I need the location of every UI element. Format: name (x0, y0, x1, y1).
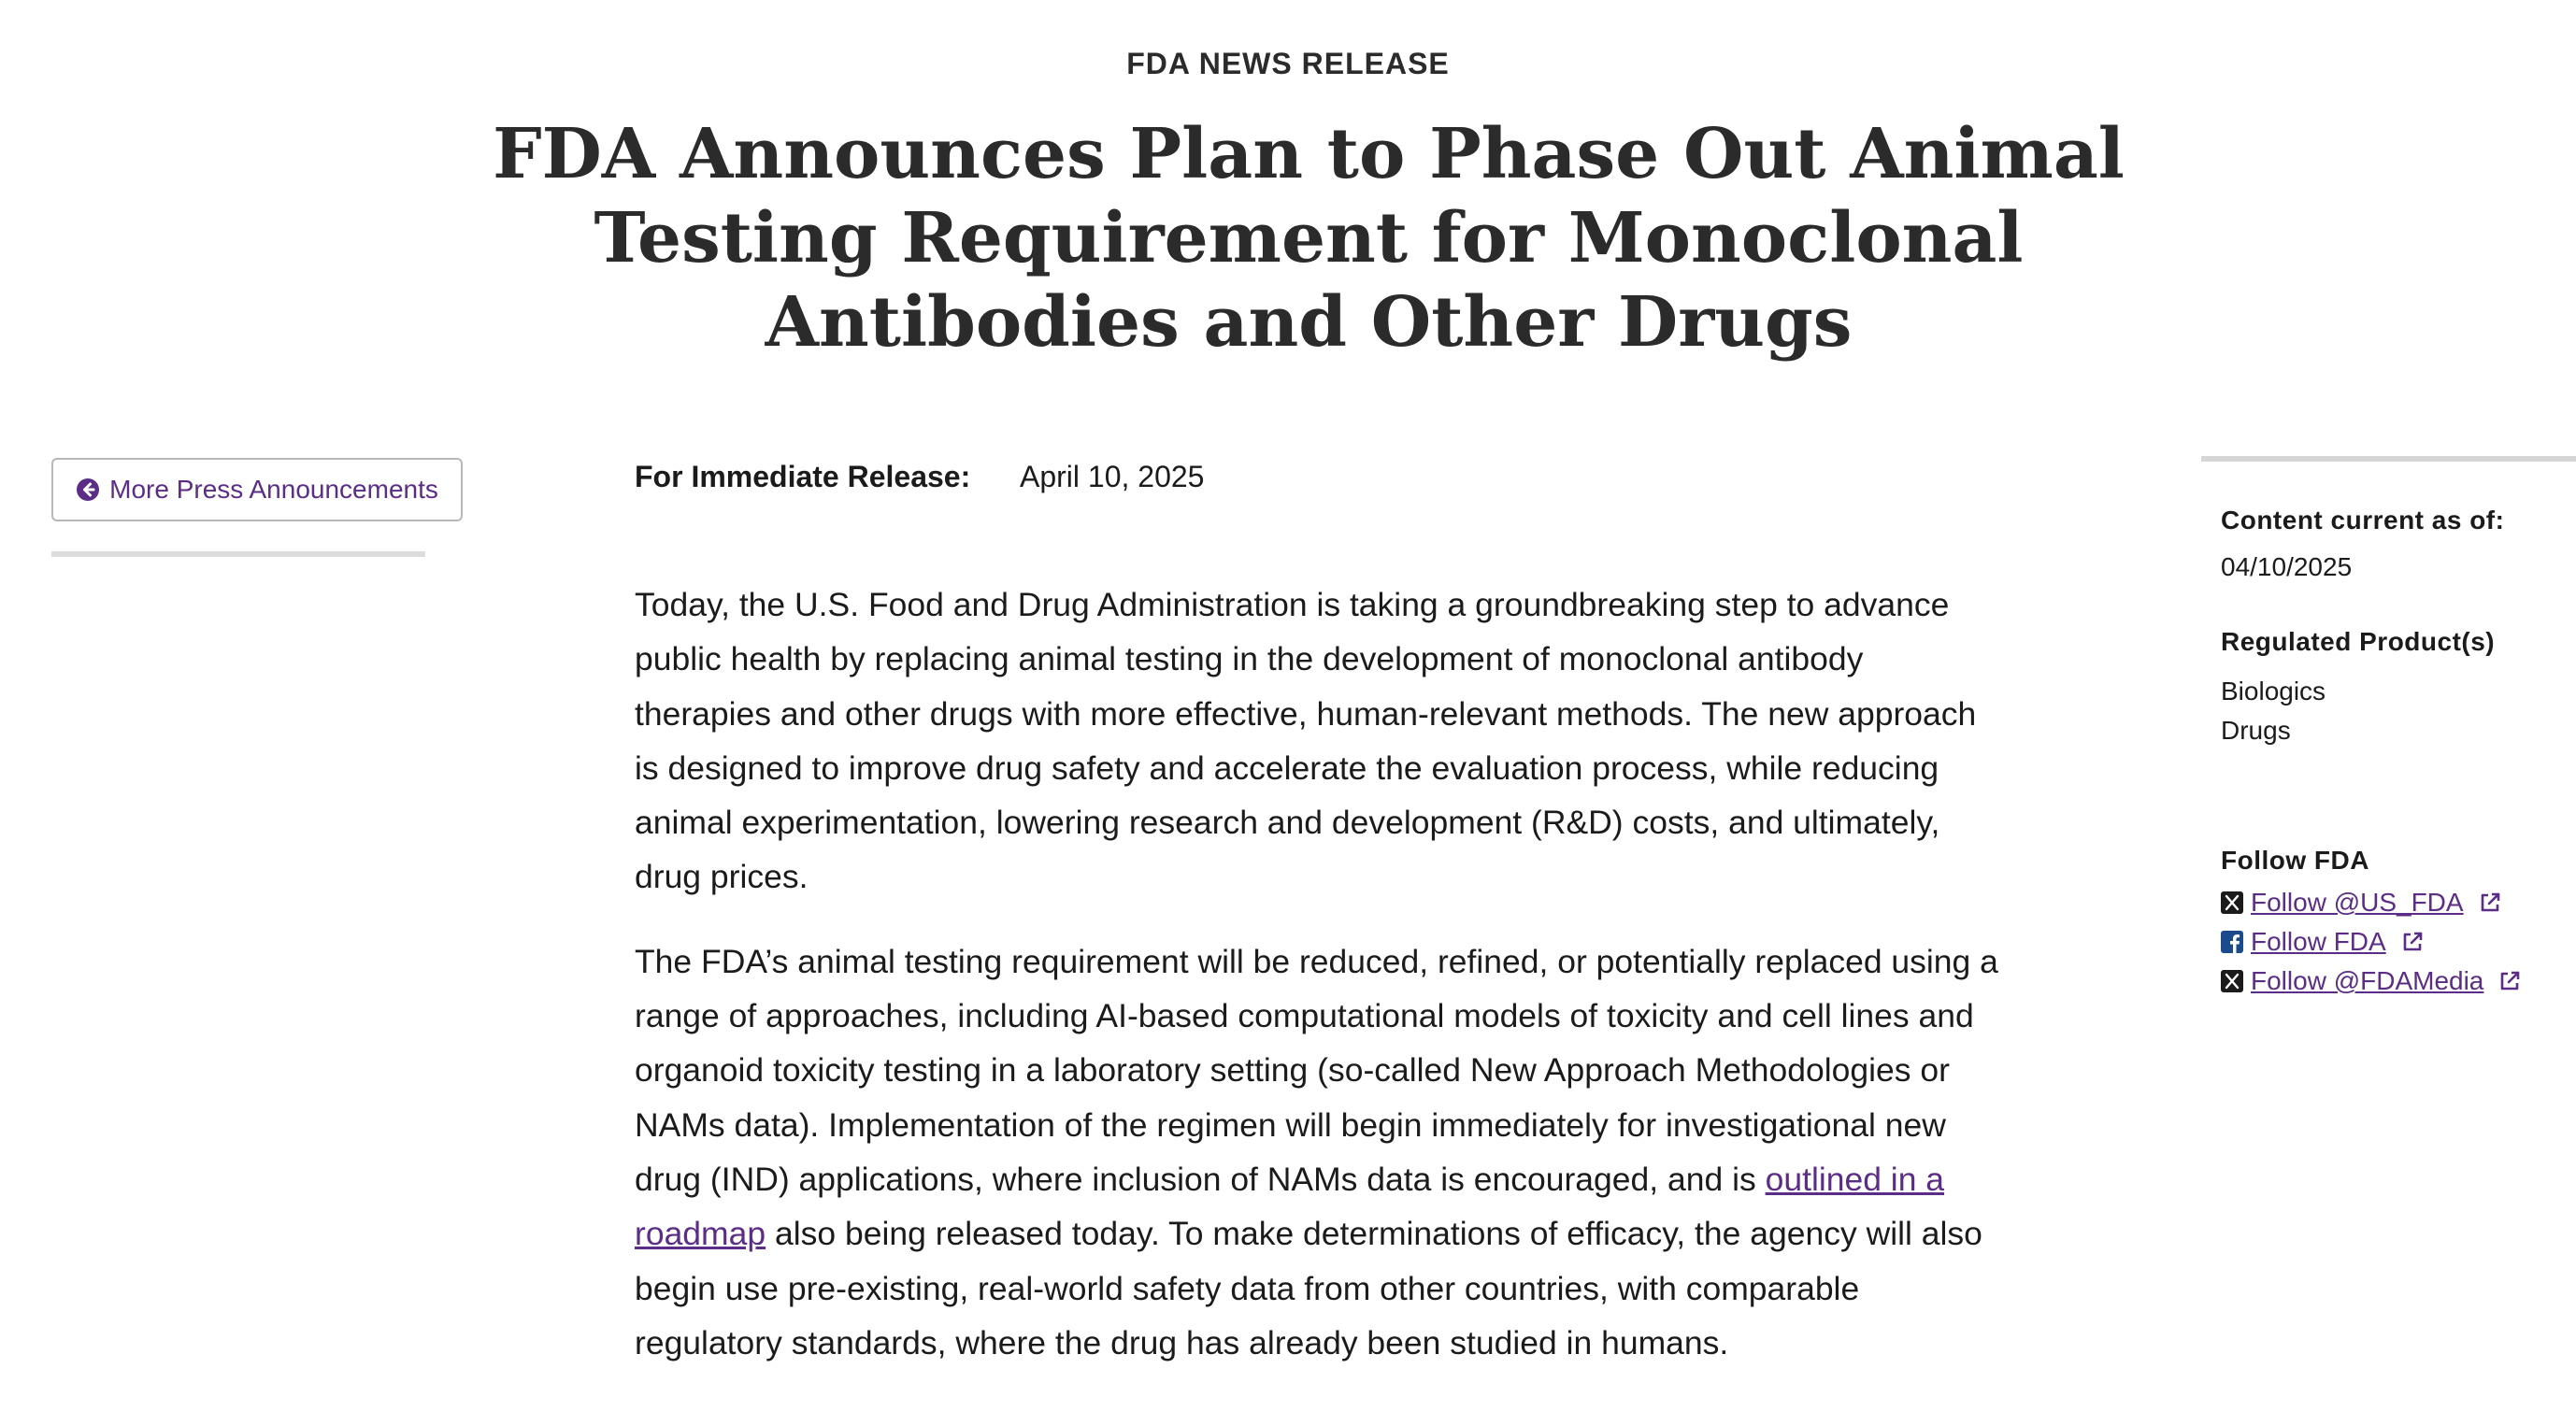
release-label: For Immediate Release: (635, 460, 971, 493)
paragraph-2-text-after-link: also being released today. To make determinations of efficacy, the agency will also begin use pre-existing, real-world safety data from other countries, with comparable regulatory standards, where the drug has already been studied in humans. (635, 1215, 1982, 1361)
follow-fda-facebook-link[interactable] (2221, 922, 2576, 962)
regulated-products-section (2221, 627, 2576, 750)
follow-fdamedia-link[interactable] (2221, 962, 2576, 1001)
follow-us-fda-text: Follow @US_FDA (2251, 888, 2464, 917)
content-current-label: Content current as of: (2221, 506, 2505, 534)
regulated-product-item: Biologics (2221, 677, 2326, 706)
more-press-announcements-button[interactable] (51, 458, 463, 521)
regulated-product-item: Drugs (2221, 716, 2291, 745)
left-sidebar-divider (51, 551, 425, 557)
more-press-announcements-label: More Press Announcements (109, 475, 438, 504)
external-link-icon (2399, 929, 2426, 955)
right-sidebar-divider (2201, 456, 2576, 462)
follow-fdamedia-text: Follow @FDAMedia (2251, 966, 2484, 995)
page-title: FDA Announces Plan to Phase Out Animal Testing Requirement for Monoclonal Antibodies and Other Drugs (493, 114, 2125, 363)
news-release-kicker: FDA NEWS RELEASE (1126, 47, 1450, 80)
external-link-icon (2477, 890, 2503, 916)
arrow-circle-left-icon (76, 477, 100, 502)
release-line (635, 460, 1204, 494)
article-paragraph-2 (635, 934, 2009, 1370)
follow-fda-text: Follow FDA (2251, 927, 2386, 956)
roadmap-link[interactable]: outlined in a roadmap (635, 1160, 1945, 1253)
x-logo-icon (2221, 970, 2243, 992)
regulated-products-label: Regulated Product(s) (2221, 627, 2496, 656)
follow-us-fda-link[interactable] (2221, 883, 2576, 922)
follow-fda-section (2221, 846, 2576, 1001)
release-date: April 10, 2025 (1020, 460, 1205, 493)
article-paragraph-1: Today, the U.S. Food and Drug Administration is taking a groundbreaking step to advance public health by replacing animal testing in the development of monoclonal antibody therapies and other drugs with more effective, human-relevant methods. The new approach is designed to improve drug safety and accelerate the evaluation process, while reducing animal experimentation, lowering research and development (R&D) costs, and ultimately, drug prices. (635, 586, 1977, 896)
article-body (635, 577, 2009, 1400)
external-link-icon (2497, 968, 2523, 994)
facebook-icon (2221, 931, 2243, 953)
x-logo-icon (2221, 891, 2243, 914)
follow-fda-label: Follow FDA (2221, 846, 2369, 875)
paragraph-2-text-before-link: The FDA’s animal testing requirement will be reduced, refined, or potentially replaced using a range of approaches, including AI-based computational models of toxicity and cell lines and organoid toxicity testing in a laboratory setting (so-called New Approach Methodologies or NAMs data). Implementation of the regimen will begin immediately for investigational new drug (IND) applications, where inclusion of NAMs data is encouraged, and is (635, 942, 1998, 1198)
content-current-section (2221, 506, 2576, 582)
content-current-value: 04/10/2025 (2221, 552, 2353, 581)
